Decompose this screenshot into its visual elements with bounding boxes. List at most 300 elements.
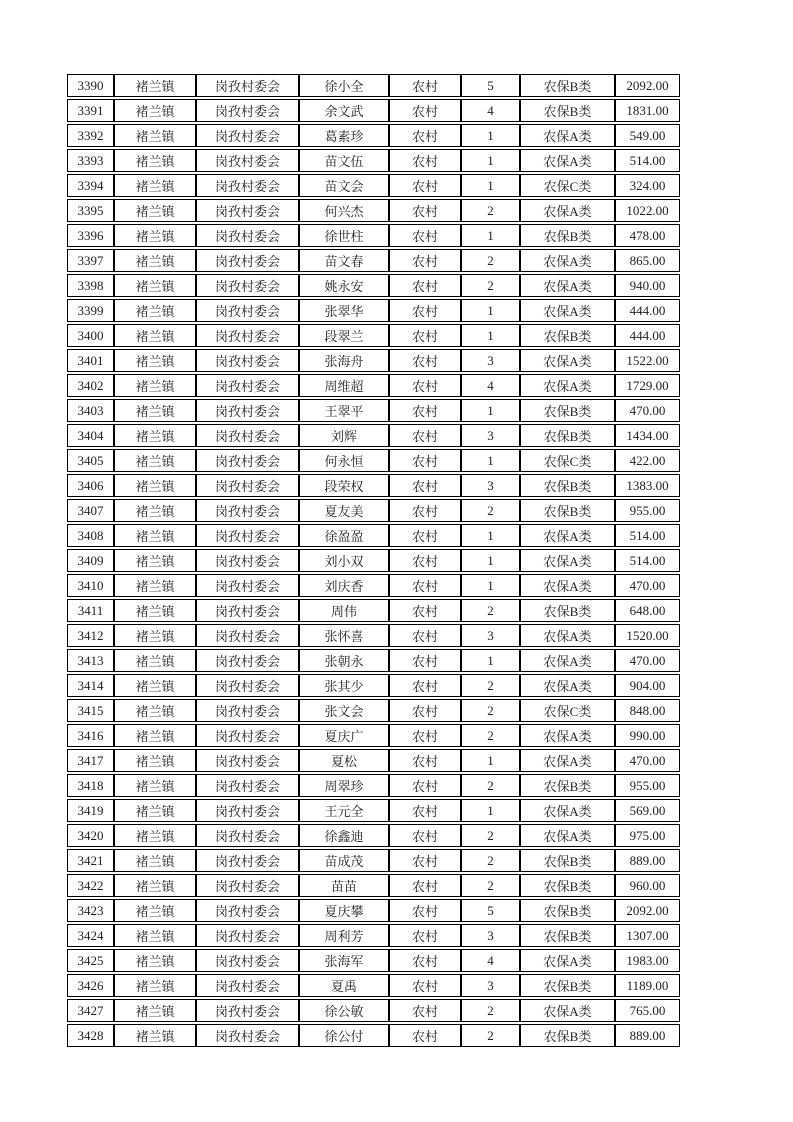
cell-count: 4	[461, 99, 520, 122]
payment-table	[67, 72, 680, 1049]
table-row	[67, 949, 680, 972]
cell-seq: 3417	[67, 749, 114, 772]
cell-category: 农村	[389, 399, 461, 422]
cell-amount: 889.00	[615, 1024, 680, 1047]
cell-insurance-class: 农保A类	[520, 674, 615, 697]
cell-count: 1	[461, 749, 520, 772]
cell-town: 褚兰镇	[114, 149, 196, 172]
cell-amount: 975.00	[615, 824, 680, 847]
cell-seq: 3418	[67, 774, 114, 797]
cell-name: 夏庆广	[299, 724, 389, 747]
cell-insurance-class: 农保B类	[520, 774, 615, 797]
cell-seq: 3397	[67, 249, 114, 272]
cell-village: 岗孜村委会	[196, 999, 299, 1022]
table-row	[67, 324, 680, 347]
cell-seq: 3425	[67, 949, 114, 972]
cell-insurance-class: 农保B类	[520, 399, 615, 422]
cell-village: 岗孜村委会	[196, 449, 299, 472]
cell-count: 1	[461, 299, 520, 322]
cell-name: 张海舟	[299, 349, 389, 372]
cell-town: 褚兰镇	[114, 799, 196, 822]
cell-village: 岗孜村委会	[196, 1024, 299, 1047]
cell-name: 徐盈盈	[299, 524, 389, 547]
cell-town: 褚兰镇	[114, 874, 196, 897]
cell-town: 褚兰镇	[114, 599, 196, 622]
cell-insurance-class: 农保A类	[520, 524, 615, 547]
cell-village: 岗孜村委会	[196, 74, 299, 97]
cell-seq: 3402	[67, 374, 114, 397]
cell-town: 褚兰镇	[114, 924, 196, 947]
cell-count: 1	[461, 449, 520, 472]
cell-seq: 3391	[67, 99, 114, 122]
cell-amount: 955.00	[615, 499, 680, 522]
cell-insurance-class: 农保A类	[520, 299, 615, 322]
cell-name: 王翠平	[299, 399, 389, 422]
cell-village: 岗孜村委会	[196, 849, 299, 872]
table-row	[67, 424, 680, 447]
cell-amount: 960.00	[615, 874, 680, 897]
cell-category: 农村	[389, 149, 461, 172]
table-row	[67, 699, 680, 722]
cell-category: 农村	[389, 974, 461, 997]
table-row	[67, 874, 680, 897]
cell-count: 5	[461, 74, 520, 97]
cell-amount: 444.00	[615, 324, 680, 347]
cell-village: 岗孜村委会	[196, 174, 299, 197]
cell-name: 张海军	[299, 949, 389, 972]
cell-count: 5	[461, 899, 520, 922]
table-row	[67, 474, 680, 497]
cell-count: 2	[461, 774, 520, 797]
cell-category: 农村	[389, 724, 461, 747]
cell-insurance-class: 农保B类	[520, 474, 615, 497]
cell-insurance-class: 农保B类	[520, 324, 615, 347]
cell-count: 3	[461, 424, 520, 447]
cell-insurance-class: 农保B类	[520, 424, 615, 447]
cell-count: 3	[461, 924, 520, 947]
cell-town: 褚兰镇	[114, 324, 196, 347]
cell-seq: 3428	[67, 1024, 114, 1047]
cell-name: 徐公敏	[299, 999, 389, 1022]
cell-town: 褚兰镇	[114, 249, 196, 272]
cell-insurance-class: 农保A类	[520, 799, 615, 822]
cell-amount: 904.00	[615, 674, 680, 697]
cell-seq: 3400	[67, 324, 114, 347]
table-row	[67, 99, 680, 122]
cell-insurance-class: 农保A类	[520, 574, 615, 597]
cell-amount: 889.00	[615, 849, 680, 872]
cell-village: 岗孜村委会	[196, 974, 299, 997]
table-row	[67, 899, 680, 922]
cell-village: 岗孜村委会	[196, 674, 299, 697]
cell-category: 农村	[389, 649, 461, 672]
cell-insurance-class: 农保A类	[520, 349, 615, 372]
cell-seq: 3409	[67, 549, 114, 572]
cell-seq: 3419	[67, 799, 114, 822]
table-row	[67, 624, 680, 647]
cell-town: 褚兰镇	[114, 224, 196, 247]
cell-town: 褚兰镇	[114, 499, 196, 522]
cell-town: 褚兰镇	[114, 549, 196, 572]
cell-name: 张朝永	[299, 649, 389, 672]
cell-amount: 1831.00	[615, 99, 680, 122]
table-row	[67, 574, 680, 597]
cell-category: 农村	[389, 349, 461, 372]
cell-village: 岗孜村委会	[196, 374, 299, 397]
cell-insurance-class: 农保A类	[520, 124, 615, 147]
cell-count: 1	[461, 574, 520, 597]
table-row	[67, 849, 680, 872]
cell-name: 段荣权	[299, 474, 389, 497]
cell-category: 农村	[389, 199, 461, 222]
cell-count: 4	[461, 949, 520, 972]
cell-count: 2	[461, 674, 520, 697]
cell-category: 农村	[389, 849, 461, 872]
cell-insurance-class: 农保B类	[520, 974, 615, 997]
cell-seq: 3421	[67, 849, 114, 872]
cell-category: 农村	[389, 949, 461, 972]
cell-name: 周翠珍	[299, 774, 389, 797]
cell-count: 2	[461, 824, 520, 847]
cell-village: 岗孜村委会	[196, 924, 299, 947]
cell-amount: 470.00	[615, 749, 680, 772]
cell-amount: 444.00	[615, 299, 680, 322]
cell-town: 褚兰镇	[114, 399, 196, 422]
cell-amount: 765.00	[615, 999, 680, 1022]
cell-amount: 549.00	[615, 124, 680, 147]
cell-count: 2	[461, 874, 520, 897]
cell-name: 苗文春	[299, 249, 389, 272]
cell-village: 岗孜村委会	[196, 549, 299, 572]
cell-seq: 3396	[67, 224, 114, 247]
cell-seq: 3401	[67, 349, 114, 372]
table-row	[67, 774, 680, 797]
table-row	[67, 824, 680, 847]
cell-category: 农村	[389, 374, 461, 397]
cell-count: 2	[461, 599, 520, 622]
cell-town: 褚兰镇	[114, 99, 196, 122]
cell-town: 褚兰镇	[114, 624, 196, 647]
cell-count: 2	[461, 724, 520, 747]
cell-seq: 3394	[67, 174, 114, 197]
cell-category: 农村	[389, 774, 461, 797]
cell-village: 岗孜村委会	[196, 624, 299, 647]
cell-name: 夏庆攀	[299, 899, 389, 922]
cell-category: 农村	[389, 99, 461, 122]
cell-village: 岗孜村委会	[196, 599, 299, 622]
cell-seq: 3423	[67, 899, 114, 922]
cell-amount: 848.00	[615, 699, 680, 722]
cell-count: 2	[461, 249, 520, 272]
table-row	[67, 249, 680, 272]
cell-name: 张文会	[299, 699, 389, 722]
cell-seq: 3410	[67, 574, 114, 597]
cell-seq: 3403	[67, 399, 114, 422]
cell-insurance-class: 农保A类	[520, 649, 615, 672]
cell-category: 农村	[389, 674, 461, 697]
cell-seq: 3424	[67, 924, 114, 947]
cell-village: 岗孜村委会	[196, 824, 299, 847]
table-row	[67, 1024, 680, 1047]
table-row	[67, 724, 680, 747]
table-row	[67, 524, 680, 547]
cell-category: 农村	[389, 449, 461, 472]
cell-seq: 3390	[67, 74, 114, 97]
cell-category: 农村	[389, 549, 461, 572]
cell-category: 农村	[389, 274, 461, 297]
cell-name: 张其少	[299, 674, 389, 697]
cell-count: 2	[461, 199, 520, 222]
cell-town: 褚兰镇	[114, 649, 196, 672]
cell-name: 刘辉	[299, 424, 389, 447]
cell-count: 1	[461, 324, 520, 347]
cell-insurance-class: 农保A类	[520, 749, 615, 772]
cell-town: 褚兰镇	[114, 424, 196, 447]
cell-seq: 3426	[67, 974, 114, 997]
cell-count: 1	[461, 224, 520, 247]
cell-insurance-class: 农保A类	[520, 999, 615, 1022]
cell-village: 岗孜村委会	[196, 649, 299, 672]
cell-count: 1	[461, 549, 520, 572]
cell-seq: 3427	[67, 999, 114, 1022]
cell-village: 岗孜村委会	[196, 424, 299, 447]
cell-insurance-class: 农保C类	[520, 699, 615, 722]
cell-count: 2	[461, 849, 520, 872]
cell-category: 农村	[389, 874, 461, 897]
cell-amount: 2092.00	[615, 899, 680, 922]
cell-village: 岗孜村委会	[196, 699, 299, 722]
cell-seq: 3408	[67, 524, 114, 547]
cell-category: 农村	[389, 599, 461, 622]
table-row	[67, 149, 680, 172]
cell-town: 褚兰镇	[114, 674, 196, 697]
cell-town: 褚兰镇	[114, 824, 196, 847]
cell-seq: 3398	[67, 274, 114, 297]
cell-count: 1	[461, 399, 520, 422]
cell-category: 农村	[389, 499, 461, 522]
cell-category: 农村	[389, 899, 461, 922]
cell-amount: 514.00	[615, 149, 680, 172]
cell-name: 张怀喜	[299, 624, 389, 647]
cell-amount: 324.00	[615, 174, 680, 197]
table-row	[67, 999, 680, 1022]
cell-town: 褚兰镇	[114, 574, 196, 597]
cell-amount: 1307.00	[615, 924, 680, 947]
table-row	[67, 174, 680, 197]
cell-category: 农村	[389, 699, 461, 722]
payment-table-body	[67, 74, 680, 1047]
cell-name: 刘庆香	[299, 574, 389, 597]
cell-insurance-class: 农保B类	[520, 899, 615, 922]
cell-seq: 3392	[67, 124, 114, 147]
cell-amount: 1022.00	[615, 199, 680, 222]
cell-town: 褚兰镇	[114, 774, 196, 797]
cell-name: 苗文会	[299, 174, 389, 197]
cell-village: 岗孜村委会	[196, 324, 299, 347]
cell-seq: 3411	[67, 599, 114, 622]
cell-village: 岗孜村委会	[196, 899, 299, 922]
cell-amount: 470.00	[615, 649, 680, 672]
cell-insurance-class: 农保C类	[520, 174, 615, 197]
cell-category: 农村	[389, 74, 461, 97]
table-row	[67, 599, 680, 622]
cell-count: 1	[461, 649, 520, 672]
cell-category: 农村	[389, 624, 461, 647]
cell-town: 褚兰镇	[114, 124, 196, 147]
cell-town: 褚兰镇	[114, 974, 196, 997]
cell-category: 农村	[389, 299, 461, 322]
cell-name: 苗成茂	[299, 849, 389, 872]
table-row	[67, 374, 680, 397]
table-row	[67, 224, 680, 247]
cell-insurance-class: 农保B类	[520, 1024, 615, 1047]
cell-count: 1	[461, 799, 520, 822]
cell-category: 农村	[389, 224, 461, 247]
cell-seq: 3404	[67, 424, 114, 447]
cell-amount: 955.00	[615, 774, 680, 797]
table-row	[67, 974, 680, 997]
table-row	[67, 649, 680, 672]
cell-village: 岗孜村委会	[196, 124, 299, 147]
cell-insurance-class: 农保B类	[520, 499, 615, 522]
cell-amount: 470.00	[615, 574, 680, 597]
cell-amount: 1189.00	[615, 974, 680, 997]
cell-town: 褚兰镇	[114, 749, 196, 772]
cell-seq: 3415	[67, 699, 114, 722]
cell-village: 岗孜村委会	[196, 749, 299, 772]
cell-count: 3	[461, 349, 520, 372]
cell-category: 农村	[389, 524, 461, 547]
cell-insurance-class: 农保B类	[520, 874, 615, 897]
cell-amount: 1729.00	[615, 374, 680, 397]
cell-village: 岗孜村委会	[196, 524, 299, 547]
cell-town: 褚兰镇	[114, 899, 196, 922]
cell-town: 褚兰镇	[114, 949, 196, 972]
cell-count: 2	[461, 699, 520, 722]
table-row	[67, 349, 680, 372]
cell-name: 王元全	[299, 799, 389, 822]
cell-town: 褚兰镇	[114, 299, 196, 322]
cell-amount: 865.00	[615, 249, 680, 272]
cell-count: 2	[461, 999, 520, 1022]
cell-village: 岗孜村委会	[196, 574, 299, 597]
cell-amount: 1434.00	[615, 424, 680, 447]
cell-count: 1	[461, 124, 520, 147]
cell-insurance-class: 农保A类	[520, 374, 615, 397]
cell-village: 岗孜村委会	[196, 349, 299, 372]
cell-name: 段翠兰	[299, 324, 389, 347]
cell-town: 褚兰镇	[114, 449, 196, 472]
cell-village: 岗孜村委会	[196, 774, 299, 797]
cell-name: 张翠华	[299, 299, 389, 322]
cell-amount: 422.00	[615, 449, 680, 472]
cell-village: 岗孜村委会	[196, 874, 299, 897]
cell-amount: 569.00	[615, 799, 680, 822]
cell-town: 褚兰镇	[114, 199, 196, 222]
cell-category: 农村	[389, 249, 461, 272]
cell-count: 1	[461, 149, 520, 172]
cell-amount: 470.00	[615, 399, 680, 422]
cell-village: 岗孜村委会	[196, 299, 299, 322]
cell-insurance-class: 农保C类	[520, 449, 615, 472]
cell-village: 岗孜村委会	[196, 474, 299, 497]
cell-insurance-class: 农保A类	[520, 724, 615, 747]
table-row	[67, 924, 680, 947]
cell-name: 何兴杰	[299, 199, 389, 222]
cell-village: 岗孜村委会	[196, 99, 299, 122]
cell-amount: 514.00	[615, 524, 680, 547]
cell-category: 农村	[389, 324, 461, 347]
cell-category: 农村	[389, 824, 461, 847]
cell-seq: 3399	[67, 299, 114, 322]
table-row	[67, 499, 680, 522]
cell-village: 岗孜村委会	[196, 224, 299, 247]
cell-count: 1	[461, 174, 520, 197]
cell-village: 岗孜村委会	[196, 499, 299, 522]
cell-name: 徐鑫迪	[299, 824, 389, 847]
cell-category: 农村	[389, 474, 461, 497]
cell-amount: 1983.00	[615, 949, 680, 972]
table-row	[67, 299, 680, 322]
table-row	[67, 199, 680, 222]
cell-town: 褚兰镇	[114, 349, 196, 372]
cell-amount: 514.00	[615, 549, 680, 572]
cell-town: 褚兰镇	[114, 724, 196, 747]
cell-seq: 3420	[67, 824, 114, 847]
cell-seq: 3393	[67, 149, 114, 172]
cell-seq: 3406	[67, 474, 114, 497]
cell-insurance-class: 农保A类	[520, 199, 615, 222]
cell-count: 1	[461, 524, 520, 547]
cell-name: 夏友美	[299, 499, 389, 522]
cell-count: 3	[461, 474, 520, 497]
table-row	[67, 549, 680, 572]
cell-town: 褚兰镇	[114, 1024, 196, 1047]
table-row	[67, 124, 680, 147]
table-row	[67, 749, 680, 772]
cell-category: 农村	[389, 1024, 461, 1047]
cell-amount: 478.00	[615, 224, 680, 247]
cell-town: 褚兰镇	[114, 699, 196, 722]
cell-town: 褚兰镇	[114, 174, 196, 197]
cell-town: 褚兰镇	[114, 999, 196, 1022]
cell-name: 刘小双	[299, 549, 389, 572]
cell-insurance-class: 农保B类	[520, 74, 615, 97]
cell-town: 褚兰镇	[114, 524, 196, 547]
cell-insurance-class: 农保B类	[520, 99, 615, 122]
cell-name: 徐公付	[299, 1024, 389, 1047]
cell-count: 2	[461, 1024, 520, 1047]
cell-name: 徐小全	[299, 74, 389, 97]
cell-amount: 990.00	[615, 724, 680, 747]
cell-count: 3	[461, 974, 520, 997]
cell-amount: 1383.00	[615, 474, 680, 497]
cell-name: 夏松	[299, 749, 389, 772]
table-row	[67, 449, 680, 472]
cell-seq: 3395	[67, 199, 114, 222]
cell-name: 余文武	[299, 99, 389, 122]
cell-category: 农村	[389, 574, 461, 597]
cell-category: 农村	[389, 999, 461, 1022]
cell-insurance-class: 农保A类	[520, 149, 615, 172]
cell-town: 褚兰镇	[114, 849, 196, 872]
table-row	[67, 74, 680, 97]
cell-village: 岗孜村委会	[196, 949, 299, 972]
cell-count: 4	[461, 374, 520, 397]
cell-name: 苗文伍	[299, 149, 389, 172]
cell-name: 何永恒	[299, 449, 389, 472]
cell-count: 2	[461, 499, 520, 522]
